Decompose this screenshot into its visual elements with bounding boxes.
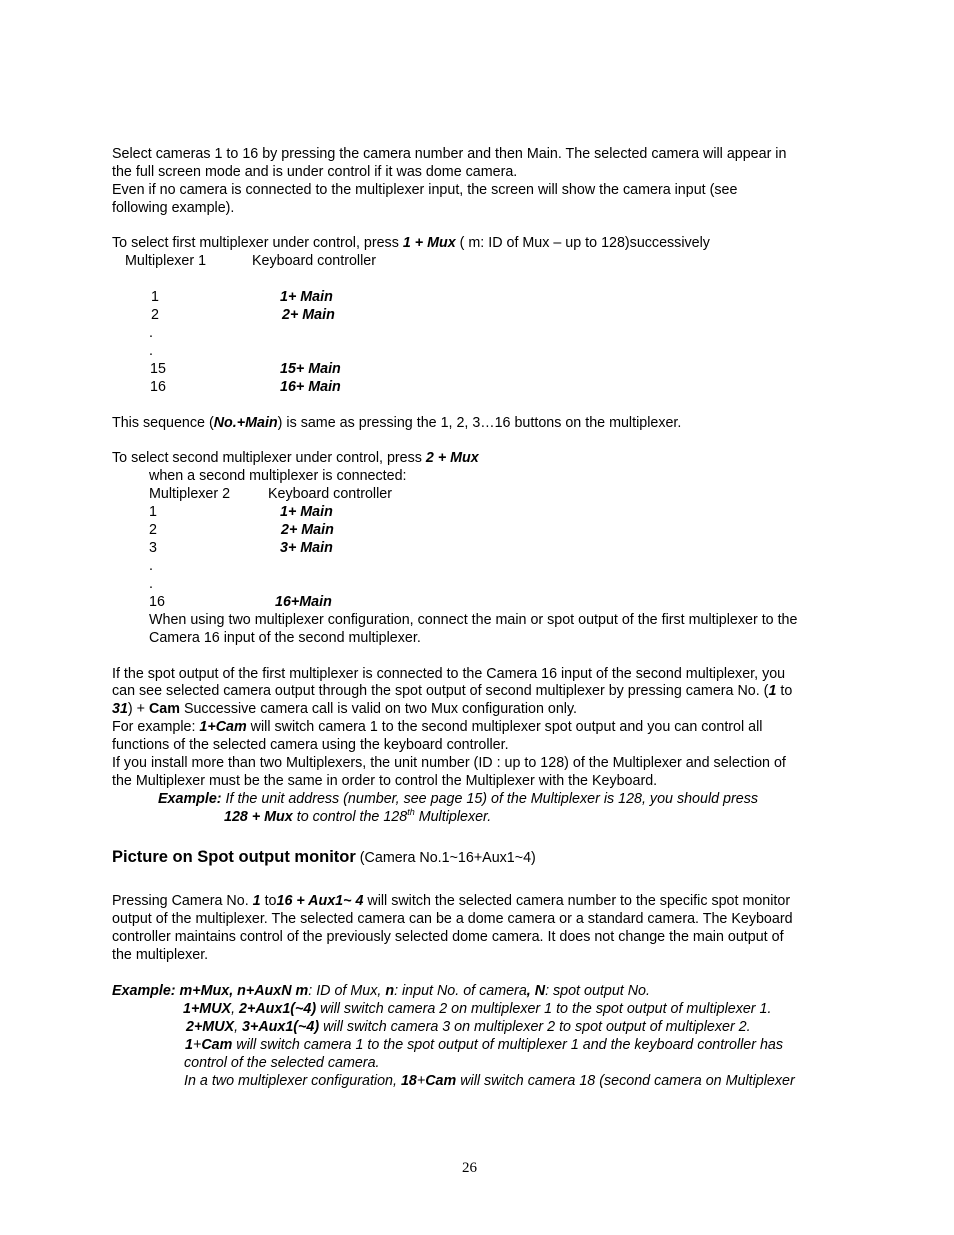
intro-line-4: following example). — [112, 200, 235, 216]
spot-example-cont: 128 + Mux to control the 128th Multiplexer. — [224, 807, 492, 825]
page-number: 26 — [462, 1160, 477, 1176]
second-mux-row-key: 1+ Main — [280, 504, 333, 520]
first-mux-row-num: 1 — [151, 289, 159, 305]
second-mux-row-num: 2 — [149, 522, 157, 538]
second-mux-col-header-mux: Multiplexer 2 — [149, 486, 231, 502]
spot-line-4: For example: 1+Cam will switch camera 1 to the second multiplexer spot output and you can control all — [112, 719, 763, 735]
intro-line-1: Select cameras 1 to 16 by pressing the camera number and then Main. The selected camera will appear in — [112, 146, 787, 162]
second-mux-note-1: When using two multiplexer configuration, connect the main or spot output of the first multiplexer to the — [149, 612, 798, 628]
spot-line-3: 31) + Cam Successive camera call is valid on two Mux configuration only. — [112, 701, 578, 717]
second-mux-row-num: . — [149, 576, 153, 592]
second-mux-row-key: 2+ Main — [281, 522, 334, 538]
second-mux-row-num: 1 — [149, 504, 157, 520]
pressing-line-1: Pressing Camera No. 1 to16 + Aux1~ 4 will switch the selected camera number to the specific spot monitor — [112, 893, 791, 909]
example-row-1: 1+MUX, 2+Aux1(~4) will switch camera 2 on multiplexer 1 to the spot output of multiplexer 1. — [183, 1001, 772, 1017]
second-mux-col-header-keyboard: Keyboard controller — [268, 486, 392, 502]
spot-line-5: functions of the selected camera using the keyboard controller. — [112, 737, 509, 753]
example-row-4: control of the selected camera. — [184, 1055, 380, 1071]
first-mux-row-num: . — [149, 343, 153, 359]
second-mux-row-key: 16+Main — [275, 594, 332, 610]
first-mux-col-header-mux: Multiplexer 1 — [125, 253, 207, 269]
second-mux-note-2: Camera 16 input of the second multiplexer. — [149, 630, 421, 646]
second-mux-row-num: . — [149, 558, 153, 574]
example-row-2: 2+MUX, 3+Aux1(~4) will switch camera 3 on multiplexer 2 to spot output of multiplexer 2. — [186, 1019, 751, 1035]
example-header: Example: m+Mux, n+AuxN m: ID of Mux, n: input No. of camera, N: spot output No. — [112, 983, 650, 999]
second-mux-instruction: To select second multiplexer under control, press 2 + Mux — [112, 450, 479, 466]
intro-line-2: the full screen mode and is under control if it was dome camera. — [112, 164, 518, 180]
spot-line-7: the Multiplexer must be the same in order to control the Multiplexer with the Keyboard. — [112, 773, 658, 789]
first-mux-row-key: 15+ Main — [280, 361, 341, 377]
second-mux-condition: when a second multiplexer is connected: — [149, 468, 407, 484]
second-mux-row-num: 3 — [149, 540, 157, 556]
example-row-5: In a two multiplexer configuration, 18+Cam will switch camera 18 (second camera on Multiplexer — [184, 1073, 795, 1089]
spot-line-1: If the spot output of the first multiplexer is connected to the Camera 16 input of the second multiplexer, you — [112, 666, 786, 682]
second-mux-row-num: 16 — [149, 594, 165, 610]
spot-example: Example: If the unit address (number, see page 15) of the Multiplexer is 128, you should press — [158, 791, 759, 807]
first-mux-row-key: 1+ Main — [280, 289, 333, 305]
first-mux-row-num: 15 — [150, 361, 166, 377]
sequence-note: This sequence (No.+Main) is same as pressing the 1, 2, 3…16 buttons on the multiplexer. — [112, 415, 682, 431]
pressing-line-2: output of the multiplexer. The selected camera can be a dome camera or a standard camera. The Keyboard — [112, 911, 793, 927]
intro-line-3: Even if no camera is connected to the multiplexer input, the screen will show the camera input (see — [112, 182, 738, 198]
spot-line-6: If you install more than two Multiplexers, the unit number (ID : up to 128) of the Multiplexer and selection of — [112, 755, 786, 771]
example-row-3: 1+Cam will switch camera 1 to the spot output of multiplexer 1 and the keyboard controller has — [185, 1037, 784, 1053]
first-mux-instruction: To select first multiplexer under control, press 1 + Mux ( m: ID of Mux – up to 128)successively — [112, 235, 710, 251]
first-mux-col-header-keyboard: Keyboard controller — [252, 253, 376, 269]
first-mux-row-num: . — [149, 325, 153, 341]
first-mux-row-num: 2 — [151, 307, 159, 323]
section-heading: Picture on Spot output monitor (Camera No.1~16+Aux1~4) — [112, 848, 536, 866]
spot-line-2: can see selected camera output through the spot output of second multiplexer by pressing camera No. (1 to — [112, 683, 793, 699]
pressing-line-4: the multiplexer. — [112, 947, 209, 963]
second-mux-row-key: 3+ Main — [280, 540, 333, 556]
first-mux-row-key: 16+ Main — [280, 379, 341, 395]
pressing-line-3: controller maintains control of the previously selected dome camera. It does not change the main output of — [112, 929, 784, 945]
first-mux-row-key: 2+ Main — [282, 307, 335, 323]
first-mux-row-num: 16 — [150, 379, 166, 395]
